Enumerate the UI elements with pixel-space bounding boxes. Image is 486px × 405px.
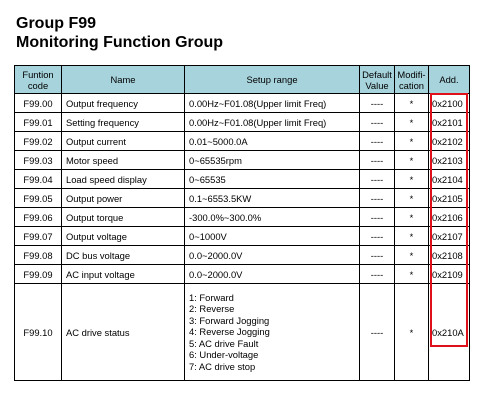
table-row xyxy=(15,246,470,265)
cell-default: ---- xyxy=(360,208,395,227)
cell-code: F99.09 xyxy=(15,265,62,284)
cell-range: 0.1~6553.5KW xyxy=(185,189,360,208)
cell-range: 0~1000V xyxy=(185,227,360,246)
cell-range: 0~65535 xyxy=(185,170,360,189)
status-option: 1: Forward xyxy=(189,291,234,303)
table-row xyxy=(15,227,470,246)
cell-modification: * xyxy=(395,208,429,227)
cell-range: 0.0~2000.0V xyxy=(185,246,360,265)
cell-default: ---- xyxy=(360,246,395,265)
status-option: 6: Under-voltage xyxy=(189,349,259,361)
cell-modification: * xyxy=(395,170,429,189)
cell-range: 0.0~2000.0V xyxy=(185,265,360,284)
cell-default: ---- xyxy=(360,284,395,381)
cell-code: F99.08 xyxy=(15,246,62,265)
table-row xyxy=(15,94,470,113)
table-header-row xyxy=(15,66,470,94)
cell-address: 0x2102 xyxy=(429,132,470,151)
address-highlight-box xyxy=(430,93,468,347)
col-header-default: Default Value xyxy=(360,66,395,94)
cell-modification: * xyxy=(395,246,429,265)
cell-name: Output frequency xyxy=(62,94,185,113)
cell-default: ---- xyxy=(360,170,395,189)
col-header-name: Name xyxy=(62,66,185,94)
cell-code: F99.05 xyxy=(15,189,62,208)
cell-address: 0x2105 xyxy=(429,189,470,208)
status-option: 5: AC drive Fault xyxy=(189,337,259,349)
cell-name: Motor speed xyxy=(62,151,185,170)
status-option: 7: AC drive stop xyxy=(189,360,256,372)
cell-code: F99.07 xyxy=(15,227,62,246)
cell-name: Output current xyxy=(62,132,185,151)
cell-default: ---- xyxy=(360,113,395,132)
cell-default: ---- xyxy=(360,189,395,208)
cell-default: ---- xyxy=(360,265,395,284)
cell-modification: * xyxy=(395,265,429,284)
cell-code: F99.00 xyxy=(15,94,62,113)
status-option: 3: Forward Jogging xyxy=(189,314,270,326)
parameter-table xyxy=(14,65,470,381)
cell-name: Load speed display xyxy=(62,170,185,189)
col-header-address: Add. xyxy=(429,66,470,94)
cell-range: 0.00Hz~F01.08(Upper limit Freq) xyxy=(185,94,360,113)
table-row xyxy=(15,265,470,284)
cell-address: 0x2104 xyxy=(429,170,470,189)
status-options-list xyxy=(189,292,355,373)
col-header-code: Funtion code xyxy=(15,66,62,94)
cell-name: Output power xyxy=(62,189,185,208)
cell-modification: * xyxy=(395,189,429,208)
cell-name: AC input voltage xyxy=(62,265,185,284)
cell-range: 0.00Hz~F01.08(Upper limit Freq) xyxy=(185,113,360,132)
cell-address: 0x2103 xyxy=(429,151,470,170)
table-row xyxy=(15,113,470,132)
col-header-modification: Modifi- cation xyxy=(395,66,429,94)
cell-range xyxy=(185,284,360,381)
cell-address: 0x2108 xyxy=(429,246,470,265)
table-row-status xyxy=(15,284,470,381)
cell-name: DC bus voltage xyxy=(62,246,185,265)
col-header-range: Setup range xyxy=(185,66,360,94)
table-row xyxy=(15,208,470,227)
page-subtitle: Monitoring Function Group xyxy=(16,34,224,51)
cell-default: ---- xyxy=(360,227,395,246)
table-row xyxy=(15,132,470,151)
table-row xyxy=(15,151,470,170)
table-row xyxy=(15,189,470,208)
cell-code: F99.01 xyxy=(15,113,62,132)
cell-name: Setting frequency xyxy=(62,113,185,132)
cell-address: 0x2109 xyxy=(429,265,470,284)
cell-modification: * xyxy=(395,151,429,170)
cell-range: 0.01~5000.0A xyxy=(185,132,360,151)
cell-default: ---- xyxy=(360,151,395,170)
cell-modification: * xyxy=(395,113,429,132)
cell-modification: * xyxy=(395,94,429,113)
cell-code: F99.02 xyxy=(15,132,62,151)
cell-code: F99.03 xyxy=(15,151,62,170)
cell-name: Output voltage xyxy=(62,227,185,246)
cell-modification: * xyxy=(395,227,429,246)
cell-default: ---- xyxy=(360,132,395,151)
cell-address: 0x210A xyxy=(429,284,470,381)
cell-address: 0x2107 xyxy=(429,227,470,246)
cell-range: -300.0%~300.0% xyxy=(185,208,360,227)
cell-range: 0~65535rpm xyxy=(185,151,360,170)
cell-address: 0x2101 xyxy=(429,113,470,132)
table-row xyxy=(15,170,470,189)
cell-default: ---- xyxy=(360,94,395,113)
cell-name: Output torque xyxy=(62,208,185,227)
status-option: 4: Reverse Jogging xyxy=(189,326,270,338)
cell-code: F99.04 xyxy=(15,170,62,189)
cell-modification: * xyxy=(395,132,429,151)
cell-modification: * xyxy=(395,284,429,381)
cell-name: AC drive status xyxy=(62,284,185,381)
page-title: Group F99 xyxy=(16,15,97,32)
cell-code: F99.06 xyxy=(15,208,62,227)
cell-address: 0x2100 xyxy=(429,94,470,113)
cell-address: 0x2106 xyxy=(429,208,470,227)
status-option: 2: Reverse xyxy=(189,303,235,315)
cell-code: F99.10 xyxy=(15,284,62,381)
